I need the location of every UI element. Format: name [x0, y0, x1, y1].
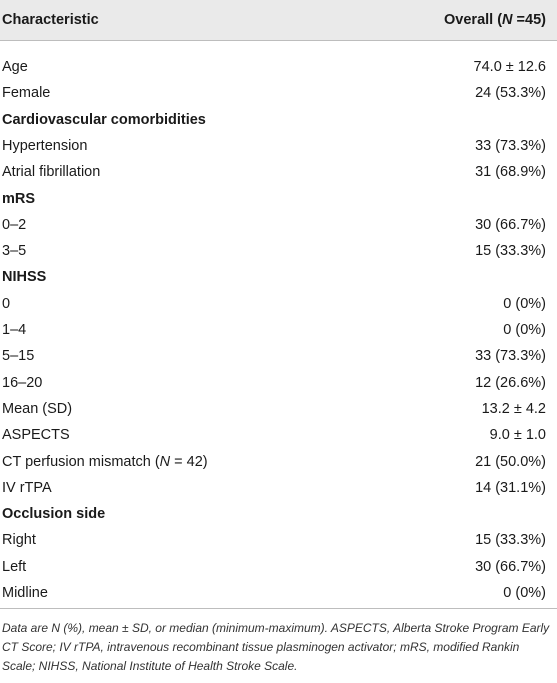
table-row [0, 370, 557, 396]
row-value: 0 (0%) [503, 585, 546, 601]
row-value: 74.0 ± 12.6 [473, 59, 546, 75]
row-value: 33 (73.3%) [475, 137, 546, 154]
table-header-row [0, 0, 557, 40]
table-row [0, 475, 557, 501]
row-label-text: CT perfusion mismatch [2, 453, 151, 470]
row-value: 12 (26.6%) [475, 374, 546, 391]
row-label: Right [2, 532, 36, 549]
row-label: 0 [2, 295, 11, 312]
row-value: 9.0 ± 1.0 [489, 427, 546, 444]
section-label: Occlusion side [2, 506, 106, 523]
header-rule [0, 40, 557, 41]
row-label: 5–15 [2, 348, 35, 365]
overall-n: N [502, 12, 513, 28]
table-row [0, 449, 557, 475]
table-row [0, 212, 557, 238]
row-value: 30 (66.7%) [475, 558, 546, 575]
table-row [0, 554, 557, 580]
row-label: Age [2, 59, 28, 75]
row-label: Female [2, 85, 51, 102]
row-label: 0–2 [2, 216, 27, 233]
overall-suffix: =45) [512, 12, 546, 28]
row-label: Mean (SD) [2, 400, 73, 417]
table-row [0, 54, 557, 80]
row-label: 16–20 [2, 374, 43, 391]
section-row [0, 501, 557, 527]
row-label: 1–4 [2, 322, 27, 338]
row-value: 15 (33.3%) [475, 532, 546, 549]
row-label-n: N [159, 453, 171, 470]
section-label: Cardiovascular comorbidities [2, 111, 206, 128]
table-row [0, 580, 557, 606]
row-value: 33 (73.3%) [475, 348, 546, 365]
table-row [0, 159, 557, 185]
table-footnote: Data are N (%), mean ± SD, or median (minimum-maximum). ASPECTS, Alberta Stroke Program Early CT Score; IV rTPA, intravenous recombinant tissue plasminogen activator; mRS, modified Rankin Scale; NIHSS, National Institute of Health Stroke Scale. [2, 621, 550, 673]
bottom-rule [0, 608, 557, 609]
row-value: 30 (66.7%) [475, 216, 546, 233]
row-label: Atrial fibrillation [2, 164, 101, 181]
row-label: IV rTPA [2, 479, 52, 496]
row-label: Left [2, 558, 27, 575]
row-value: 0 (0%) [503, 295, 546, 312]
section-row [0, 186, 557, 212]
table-row [0, 396, 557, 422]
row-label-suffix: = 42) [170, 453, 208, 470]
row-value: 13.2 ± 4.2 [481, 400, 546, 417]
table-row [0, 80, 557, 106]
table-row [0, 343, 557, 369]
row-value: 14 (31.1%) [475, 479, 546, 496]
section-label: NIHSS [2, 269, 47, 286]
table-row [0, 133, 557, 159]
row-value: 31 (68.9%) [475, 164, 546, 181]
section-label: mRS [2, 190, 36, 207]
table-row [0, 291, 557, 317]
row-label: Hypertension [2, 137, 88, 154]
section-row [0, 264, 557, 290]
table-row [0, 527, 557, 553]
table-row [0, 317, 557, 343]
table-row [0, 238, 557, 264]
column-header-overall [444, 0, 546, 40]
table-row [0, 422, 557, 448]
column-header-characteristic: Characteristic [2, 12, 99, 28]
row-label: 3–5 [2, 243, 27, 260]
row-label: CT perfusion mismatch (N = 42) [2, 453, 208, 470]
row-label: ASPECTS [2, 427, 70, 444]
row-value: 21 (50.0%) [475, 453, 546, 470]
overall-prefix: Overall ( [444, 12, 503, 28]
row-value: 24 (53.3%) [475, 85, 546, 102]
section-row [0, 107, 557, 133]
row-label: Midline [2, 585, 48, 601]
row-value: 15 (33.3%) [475, 243, 546, 260]
row-value: 0 (0%) [503, 322, 546, 338]
